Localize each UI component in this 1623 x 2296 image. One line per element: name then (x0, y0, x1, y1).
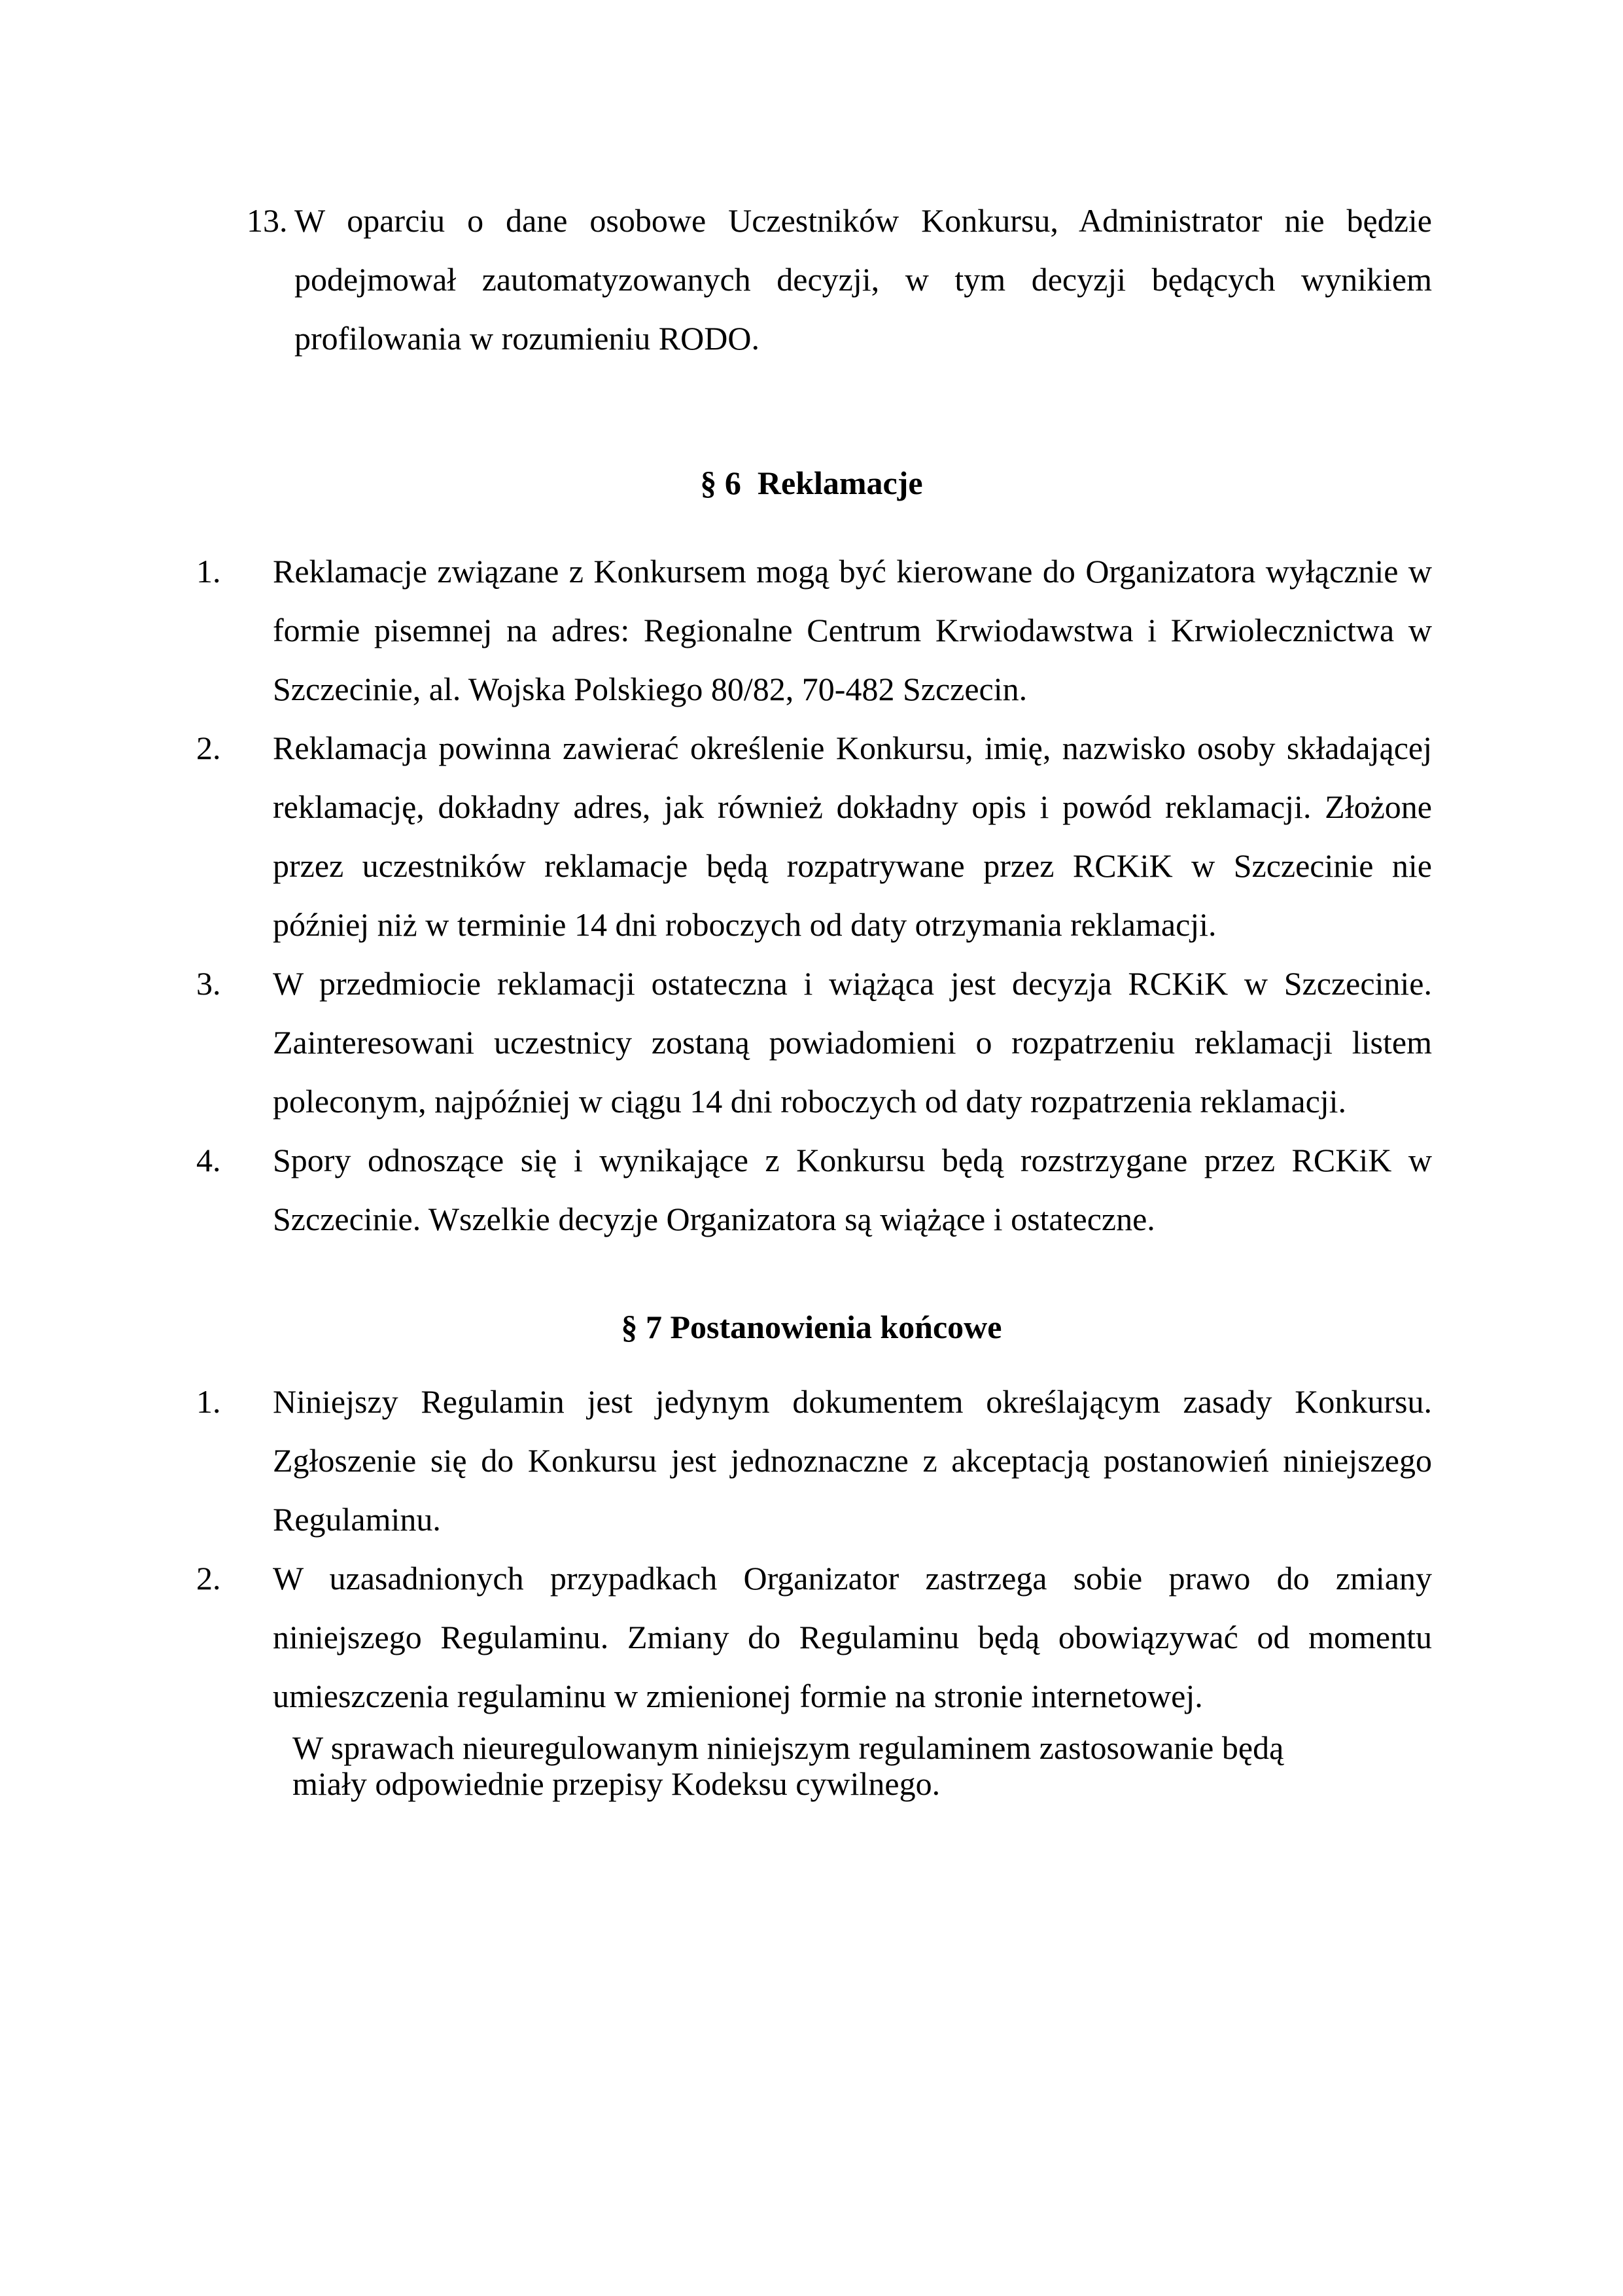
list-item (196, 954, 1432, 1131)
item-number: 3. (196, 965, 221, 1002)
closing-paragraph: W sprawach nieuregulowanym niniejszym regulaminem zastosowanie będą miały odpowiednie przepisy Kodeksu cywilnego. (292, 1729, 1284, 1802)
item-text: Spory odnoszące się i wynikające z Konkursu będą rozstrzygane przez RCKiK w Szczecinie. Wszelkie decyzje Organizatora są wiążące i ostateczne. (273, 1142, 1432, 1237)
section-6-list (0, 542, 1623, 1248)
item-text: Reklamacja powinna zawierać określenie Konkursu, imię, nazwisko osoby składającej reklamację, dokładny adres, jak również dokładny opis i powód reklamacji. Złożone przez uczestników reklamacje będą rozpatrywane przez RCKiK w Szczecinie nie później niż w terminie 14 dni roboczych od daty otrzymania reklamacji. (273, 730, 1432, 943)
item-text: Reklamacje związane z Konkursem mogą być kierowane do Organizatora wyłącznie w formie pisemnej na adres: Regionalne Centrum Krwiodawstwa i Krwiolecznictwa w Szczecinie, al. Wojska Polskiego 80/82, 70-482 Szczecin. (273, 553, 1432, 707)
item-number: 2. (196, 730, 221, 766)
list-item (196, 718, 1432, 954)
item-number: 1. (196, 1383, 221, 1420)
list-item (196, 1131, 1432, 1248)
item-number: 13. (247, 202, 288, 239)
item-number: 4. (196, 1142, 221, 1178)
item-text: W oparciu o dane osobowe Uczestników Konkursu, Administrator nie będzie podejmował zautomatyzowanych decyzji, w tym decyzji będących wynikiem profilowania w rozumieniu RODO. (294, 202, 1432, 357)
section-6-heading: § 6 Reklamacje (700, 465, 923, 501)
item-text: W przedmiocie reklamacji ostateczna i wiążąca jest decyzja RCKiK w Szczecinie. Zainteresowani uczestnicy zostaną powiadomieni o rozpatrzeniu reklamacji listem poleconym, najpóźniej w ciągu 14 dni roboczych od daty rozpatrzenia reklamacji. (273, 965, 1432, 1120)
list-item (196, 1372, 1432, 1549)
section-7-heading: § 7 Postanowienia końcowe (621, 1309, 1002, 1345)
list-item-13 (247, 191, 1432, 368)
list-item (196, 1549, 1432, 1725)
item-number: 1. (196, 553, 221, 590)
section-7-list (0, 1372, 1623, 1725)
item-text: W uzasadnionych przypadkach Organizator zastrzega sobie prawo do zmiany niniejszego Regulaminu. Zmiany do Regulaminu będą obowiązywać od momentu umieszczenia regulaminu w zmienionej formie na stronie internetowej. (273, 1560, 1432, 1714)
item-text: Niniejszy Regulamin jest jedynym dokumentem określającym zasady Konkursu. Zgłoszenie się do Konkursu jest jednoznaczne z akceptacją postanowień niniejszego Regulaminu. (273, 1383, 1432, 1538)
list-item (196, 542, 1432, 718)
item-number: 2. (196, 1560, 221, 1597)
